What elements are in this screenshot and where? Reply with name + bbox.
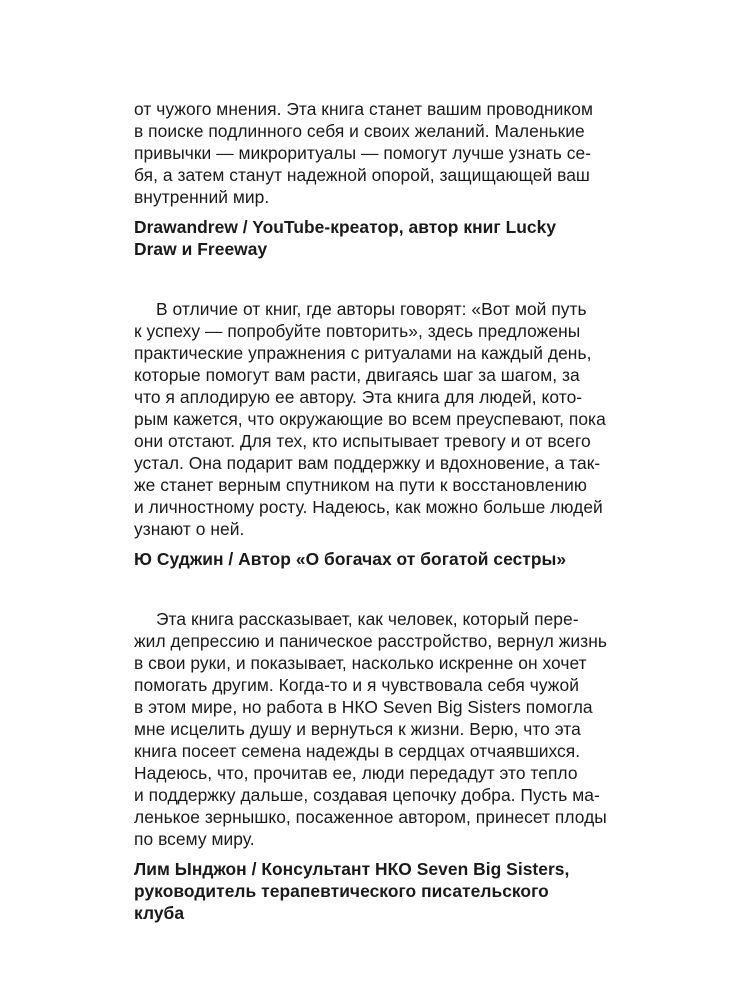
review-3-text: [134, 608, 616, 850]
review-2-line: рым кажется, что окружающие во всем преуспевают, пока: [134, 409, 606, 429]
review-2-line: В отличие от книг, где авторы говорят: «Вот мой путь: [156, 299, 587, 319]
review-2-line: к успеху — попробуйте повторить», здесь предложены: [134, 321, 581, 341]
review-2-author-line: Ю Суджин / Автор «О богачах от богатой сестры»: [134, 549, 567, 569]
review-3-author-line: Лим Ынджон / Консультант НКО Seven Big Sisters,: [134, 859, 570, 879]
review-3-line: книга посеет семена надежды в сердцах отчаявшихся.: [134, 741, 581, 761]
review-1-author-line: Draw и Freeway: [134, 239, 268, 259]
review-3-line: жил депрессию и паническое расстройство, вернул жизнь: [134, 631, 607, 651]
review-1-author-line: Drawandrew / YouTube-креатор, автор книг Lucky: [134, 217, 557, 237]
review-3-line: ленькое зернышко, посаженное автором, принесет плоды: [134, 807, 607, 827]
review-3-line: Эта книга рассказывает, как человек, который пере-: [156, 609, 579, 629]
review-2-line: которые помогут вам расти, двигаясь шаг за шагом, за: [134, 365, 580, 385]
review-3-author: [134, 858, 616, 924]
review-3-line: в этом мире, но работа в НКО Seven Big Sisters помогла: [134, 697, 593, 717]
book-page: [134, 98, 616, 924]
review-3-line: мне исцелить душу и вернуться к жизни. Верю, что эта: [134, 719, 581, 739]
review-3-line: Надеюсь, что, прочитав ее, люди передадут это тепло: [134, 763, 578, 783]
review-1-author: [134, 216, 616, 260]
review-1-text: [134, 98, 616, 208]
review-2-line: они отстают. Для тех, кто испытывает тревогу и от всего: [134, 431, 591, 451]
review-2-line: устал. Она подарит вам поддержку и вдохновение, а так-: [134, 453, 601, 473]
review-3-line: в свои руки, и показывает, насколько искренне он хочет: [134, 653, 587, 673]
review-3-line: по всему миру.: [134, 829, 255, 849]
review-3-line: и поддержку дальше, создавая цепочку добра. Пусть ма-: [134, 785, 600, 805]
review-1-line: внутренний мир.: [134, 187, 270, 207]
review-1-line: бя, а затем станут надежной опорой, защищающей ваш: [134, 165, 590, 185]
review-2-line: что я аплодирую ее автору. Эта книга для людей, кото-: [134, 387, 583, 407]
review-1-line: в поиске подлинного себя и своих желаний. Маленькие: [134, 121, 585, 141]
review-2-line: узнают о ней.: [134, 519, 245, 539]
review-2-author: [134, 548, 616, 570]
review-3-author-line: руководитель терапевтического писательского: [134, 881, 549, 901]
review-3-line: помогать другим. Когда-то и я чувствовала себя чужой: [134, 675, 579, 695]
review-1-line: от чужого мнения. Эта книга станет вашим проводником: [134, 99, 593, 119]
review-2-line: практические упражнения с ритуалами на каждый день,: [134, 343, 592, 363]
review-2-line: же станет верным спутником на пути к восстановлению: [134, 475, 587, 495]
review-1-line: привычки — микроритуалы — помогут лучше узнать се-: [134, 143, 592, 163]
review-2-text: [134, 298, 616, 540]
review-3-author-line: клуба: [134, 903, 185, 923]
review-2-line: и личностному росту. Надеюсь, как можно больше людей: [134, 497, 603, 517]
